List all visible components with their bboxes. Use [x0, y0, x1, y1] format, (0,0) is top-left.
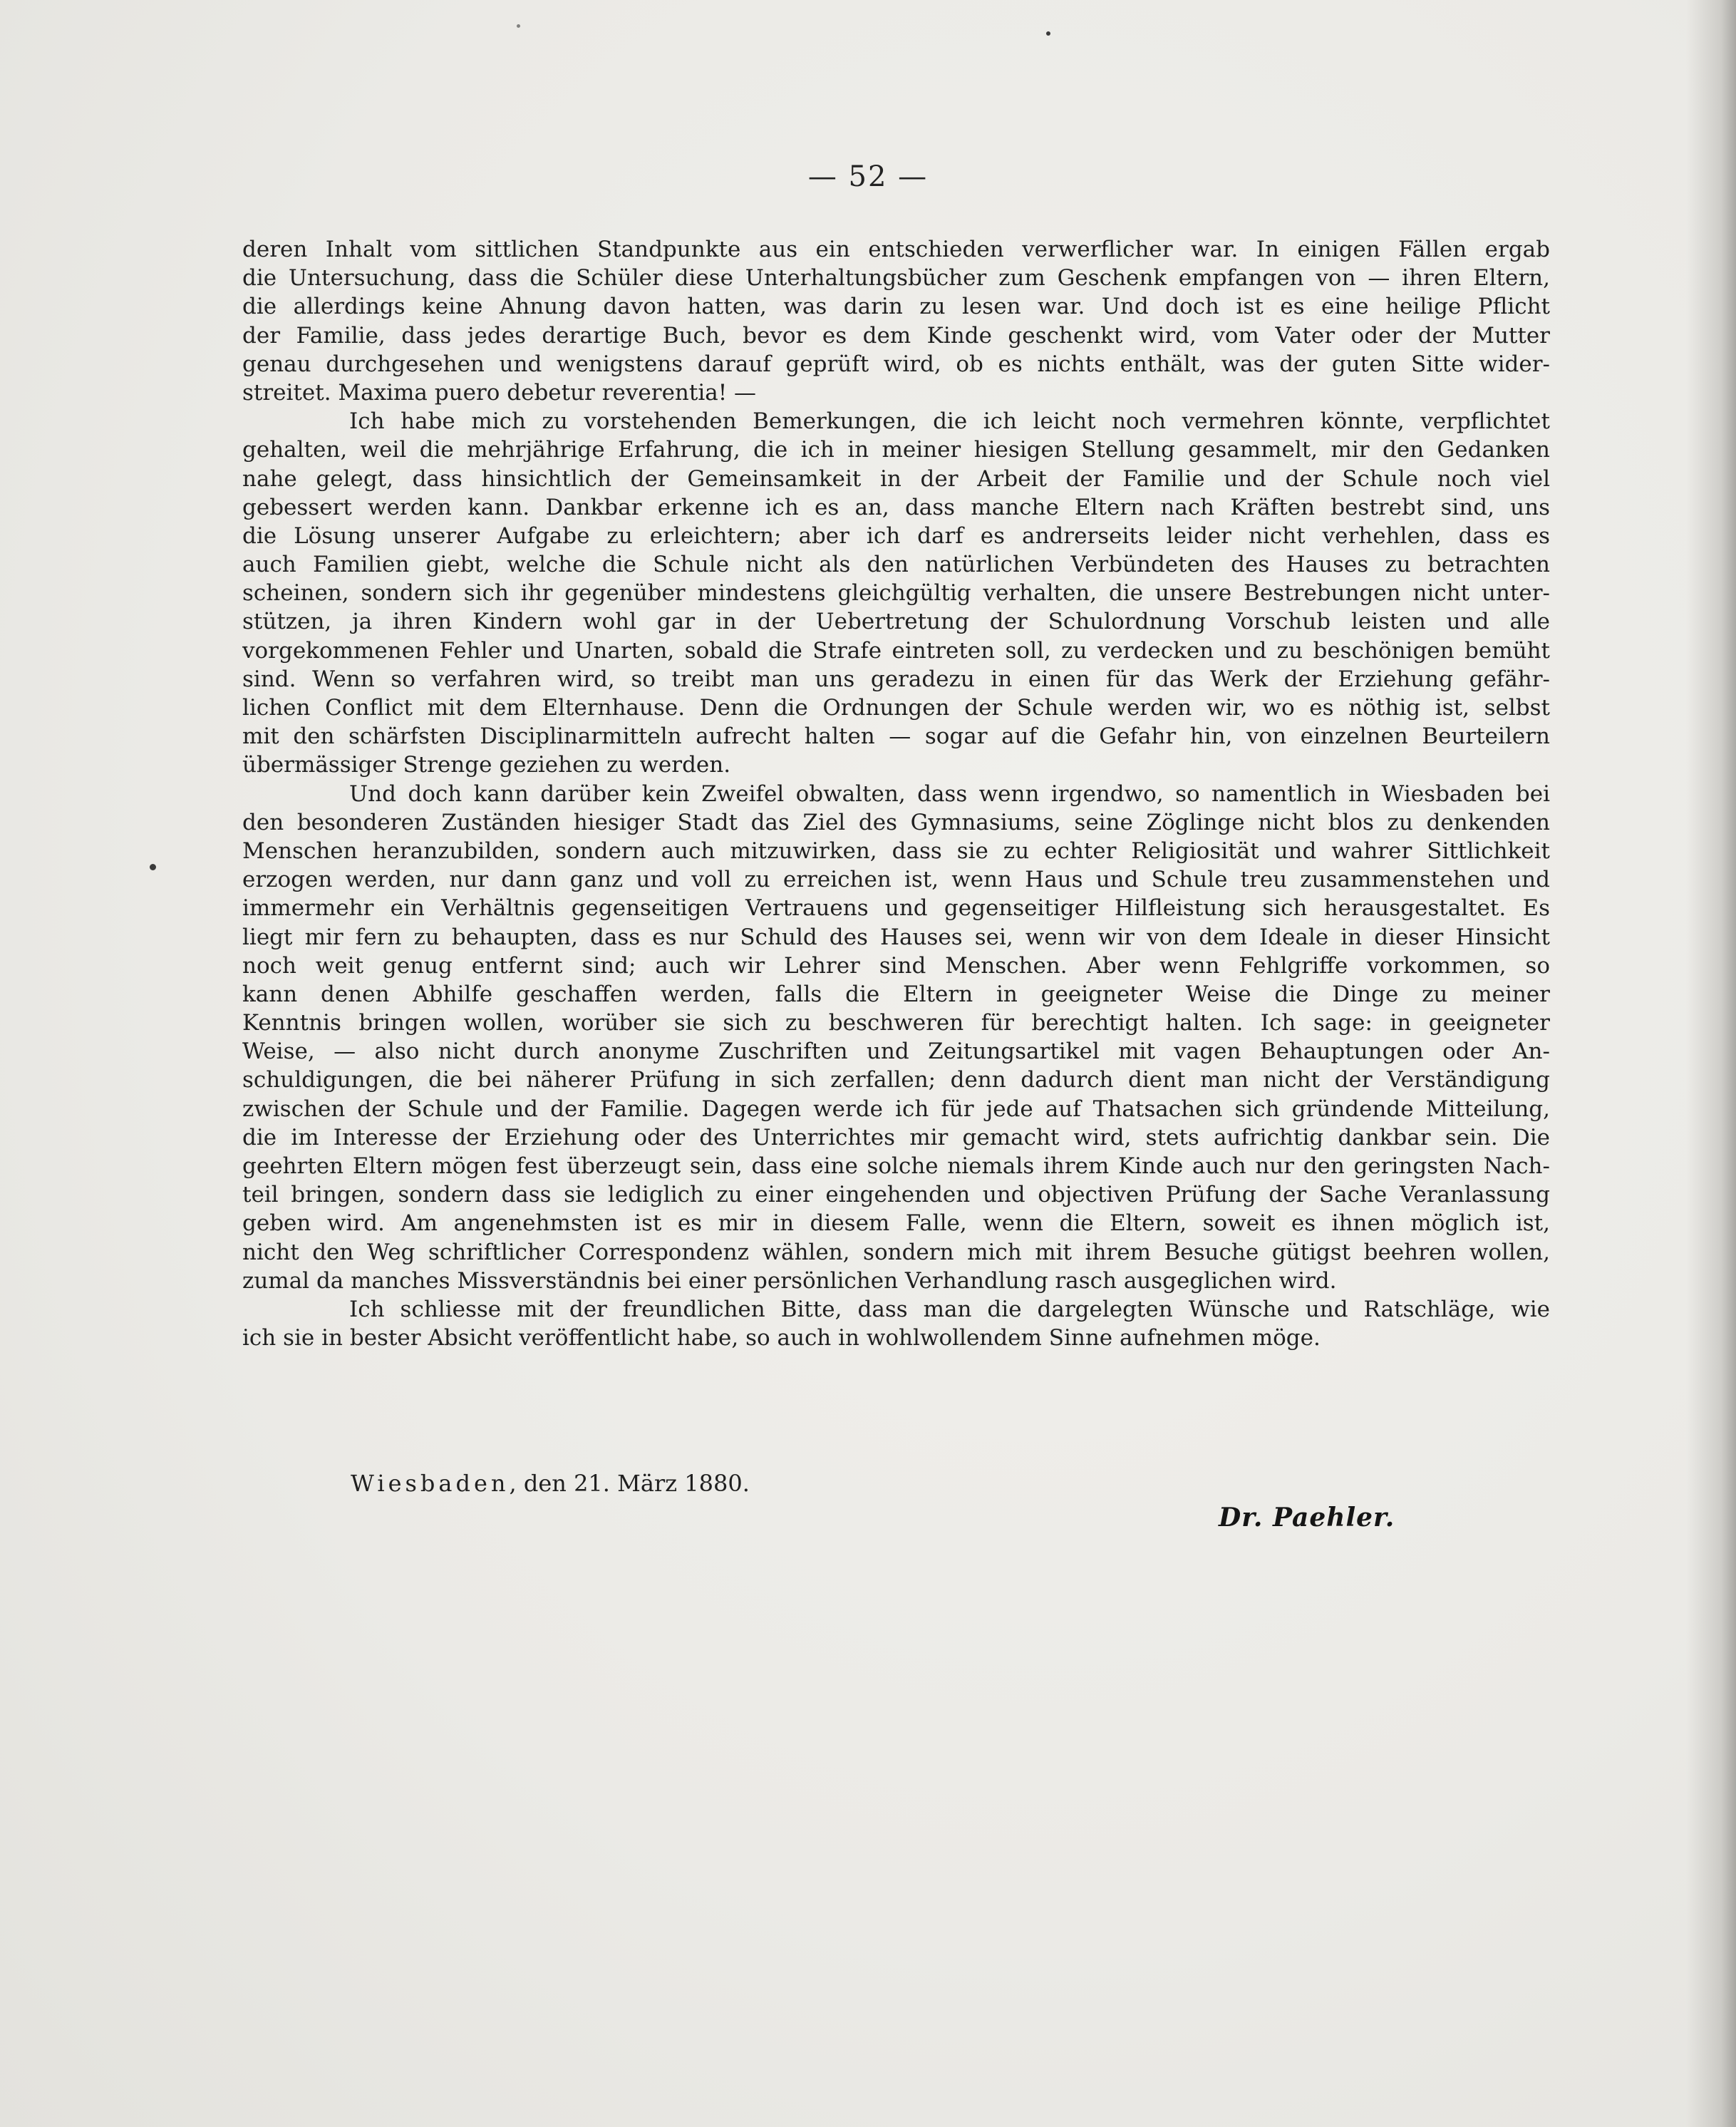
ink-speck: [1046, 31, 1050, 36]
text-line: übermässiger Strenge geziehen zu werden.: [242, 752, 731, 778]
text-line: liegt mir fern zu behaupten, dass es nur Schuld des Hauses sei, wenn wir von dem Ideale in dieser Hinsicht: [242, 924, 1550, 950]
page-edge-shadow: [1686, 0, 1736, 2127]
text-line: nahe gelegt, dass hinsichtlich der Gemeinsamkeit in der Arbeit der Familie und der Schule noch viel: [242, 465, 1550, 492]
text-line: den besonderen Zuständen hiesiger Stadt das Ziel des Gymnasiums, seine Zöglinge nicht blos zu denkenden: [242, 809, 1550, 835]
text-line: teil bringen, sondern dass sie lediglich zu einer eingehenden und objectiven Prüfung der Sache Veranlassung: [242, 1182, 1550, 1208]
text-line: die im Interesse der Erziehung oder des Unterrichtes mir gemacht wird, stets aufrichtig dankbar sein. Die: [242, 1124, 1550, 1150]
text-line: Kenntnis bringen wollen, worüber sie sich zu beschweren für berechtigt halten. Ich sage: in geeigneter: [242, 1010, 1550, 1036]
dateline: [351, 1470, 750, 1497]
text-line: Weise, — also nicht durch anonyme Zuschriften und Zeitungsartikel mit vagen Behauptungen oder An-: [242, 1039, 1550, 1065]
text-line: kann denen Abhilfe geschaffen werden, falls die Eltern in geeigneter Weise die Dinge zu meiner: [242, 981, 1550, 1007]
text-line: gehalten, weil die mehrjährige Erfahrung, die ich in meiner hiesigen Stellung gesammelt, mir den Gedanken: [242, 437, 1550, 463]
text-line: gebessert werden kann. Dankbar erkenne ich es an, dass manche Eltern nach Kräften bestrebt sind, uns: [242, 494, 1550, 520]
text-line: zwischen der Schule und der Familie. Dagegen werde ich für jede auf Thatsachen sich gründende Mitteilung,: [242, 1096, 1550, 1122]
text-line: schuldigungen, die bei näherer Prüfung in sich zerfallen; denn dadurch dient man nicht der Verständigung: [242, 1067, 1550, 1093]
text-line: geben wird. Am angenehmsten ist es mir in diesem Falle, wenn die Eltern, soweit es ihnen möglich ist,: [242, 1210, 1550, 1237]
text-line: genau durchgesehen und wenigstens darauf geprüft wird, ob es nichts enthält, was der guten Sitte wider-: [242, 351, 1550, 377]
text-line: noch weit genug entfernt sind; auch wir Lehrer sind Menschen. Aber wenn Fehlgriffe vorkommen, so: [242, 952, 1550, 979]
text-line: Und doch kann darüber kein Zweifel obwalten, dass wenn irgendwo, so namentlich in Wiesbaden bei: [349, 781, 1550, 807]
text-line: Ich habe mich zu vorstehenden Bemerkungen, die ich leicht noch vermehren könnte, verpflichtet: [349, 408, 1550, 435]
text-line: scheinen, sondern sich ihr gegenüber mindestens gleichgültig verhalten, die unsere Bestrebungen nicht unter-: [242, 580, 1550, 607]
text-line: deren Inhalt vom sittlichen Standpunkte aus ein entschieden verwerflicher war. In einigen Fällen ergab: [242, 237, 1550, 262]
text-line: die Untersuchung, dass die Schüler diese Unterhaltungsbücher zum Geschenk empfangen von — ihren Eltern,: [242, 265, 1550, 292]
text-line: lichen Conflict mit dem Elternhause. Denn die Ordnungen der Schule werden wir, wo es nöthig ist, selbst: [242, 695, 1550, 721]
dateline-date: , den 21. März 1880.: [509, 1470, 750, 1497]
page-number: — 52 —: [807, 160, 929, 193]
text-line: der Familie, dass jedes derartige Buch, bevor es dem Kinde geschenkt wird, vom Vater oder der Mutter: [242, 322, 1550, 349]
text-line: zumal da manches Missverständnis bei einer persönlichen Verhandlung rasch ausgeglichen wird.: [242, 1267, 1337, 1294]
text-line: erzogen werden, nur dann ganz und voll zu erreichen ist, wenn Haus und Schule treu zusammenstehen und: [242, 867, 1550, 893]
text-line: streitet. Maxima puero debetur reverentia! —: [242, 379, 757, 406]
ink-speck: [150, 864, 156, 870]
text-line: mit den schärfsten Disciplinarmitteln aufrecht halten — sogar auf die Gefahr hin, von einzelnen Beurteilern: [242, 723, 1550, 750]
text-line: die allerdings keine Ahnung davon hatten, was darin zu lesen war. Und doch ist es eine heilige Pflicht: [242, 294, 1550, 320]
text-line: Ich schliesse mit der freundlichen Bitte, dass man die dargelegten Wünsche und Ratschläge, wie: [349, 1296, 1550, 1322]
dateline-place: Wiesbaden: [351, 1470, 510, 1497]
text-line: die Lösung unserer Aufgabe zu erleichtern; aber ich darf es andrerseits leider nicht verhehlen, dass es: [242, 522, 1550, 549]
text-line: sind. Wenn so verfahren wird, so treibt man uns geradezu in einen für das Werk der Erziehung gefähr-: [242, 666, 1550, 692]
ink-speck: [517, 24, 520, 28]
text-line: auch Familien giebt, welche die Schule nicht als den natürlichen Verbündeten des Hauses zu betrachten: [242, 552, 1550, 578]
text-line: ich sie in bester Absicht veröffentlicht habe, so auch in wohlwollendem Sinne aufnehmen möge.: [242, 1325, 1321, 1351]
text-line: stützen, ja ihren Kindern wohl gar in der Uebertretung der Schulordnung Vorschub leisten und alle: [242, 609, 1550, 635]
text-line: vorgekommenen Fehler und Unarten, sobald die Strafe eintreten soll, zu verdecken und zu beschönigen bemüht: [242, 637, 1550, 664]
text-line: nicht den Weg schriftlicher Correspondenz wählen, sondern mich mit ihrem Besuche gütigst beehren wollen,: [242, 1239, 1550, 1265]
text-line: geehrten Eltern mögen fest überzeugt sein, dass eine solche niemals ihrem Kinde auch nur den geringsten Nach-: [242, 1153, 1550, 1179]
signature: Dr. Paehler.: [1219, 1503, 1395, 1533]
text-line: immermehr ein Verhältnis gegenseitigen Vertrauens und gegenseitiger Hilfleistung sich herausgestaltet. Es: [242, 895, 1550, 922]
body-text: [242, 235, 1550, 1352]
text-line: Menschen heranzubilden, sondern auch mitzuwirken, dass sie zu echter Religiosität und wahrer Sittlichkeit: [242, 838, 1550, 864]
